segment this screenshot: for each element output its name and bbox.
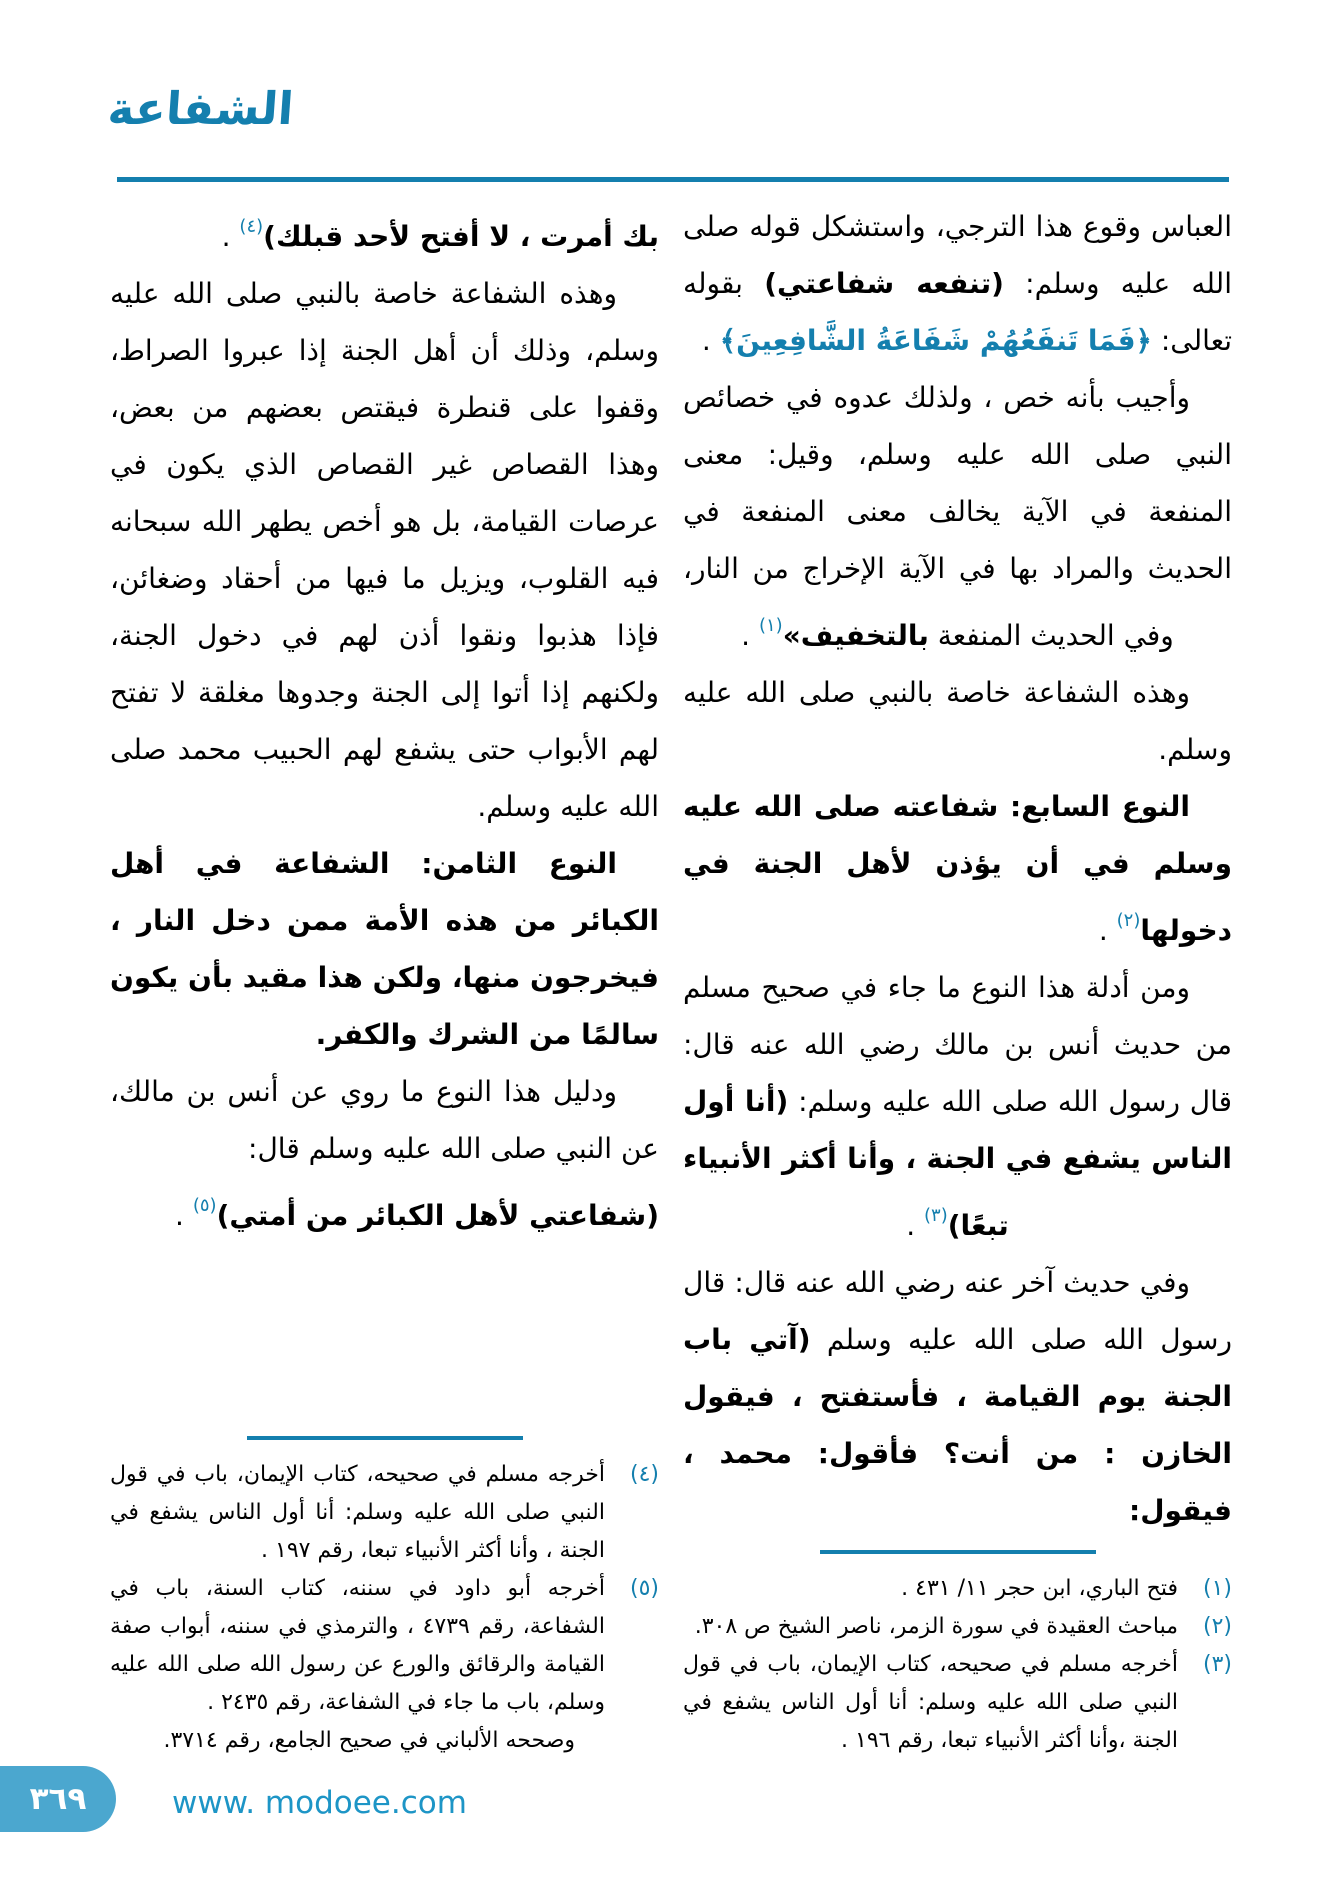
hadith-quote: (شفاعتي لأهل الكبائر من أمتي): [216, 1199, 659, 1232]
footnote-item: [683, 1608, 1232, 1646]
paragraph: [683, 198, 1232, 369]
paragraph: [683, 369, 1232, 664]
heading-run: النوع الثامن: الشفاعة في أهل الكبائر من هذه الأمة ممن دخل النار ، فيخرجون منها، ولكن هذا مقيد بأن يكون سالمًا من الشرك والكفر.: [110, 847, 659, 1051]
paragraph: [110, 265, 659, 835]
footnote-marker-5: (٥): [192, 1195, 217, 1216]
paragraph: [110, 198, 659, 265]
body-run: وفي حديث آخر عنه رضي الله عنه قال: قال رسول الله صلى الله عليه وسلم: [683, 1266, 1232, 1356]
hadith-quote: (آتي باب الجنة يوم القيامة ، فأستفتح ، فيقول الخازن : من أنت؟ فأقول: محمد ، فيقول:: [683, 1323, 1232, 1527]
paragraph: [110, 1177, 659, 1244]
body-run: .: [741, 619, 759, 652]
text-columns: [110, 198, 1232, 1760]
body-run: ودليل هذا النوع ما روي عن أنس بن مالك، عن النبي صلى الله عليه وسلم قال:: [110, 1075, 659, 1165]
paragraph: [683, 1254, 1232, 1539]
hadith-quote: (أنا أول الناس يشفع في الجنة ، وأنا أكثر الأنبياء تبعًا): [683, 1085, 1232, 1242]
footnote-number: (٤): [629, 1462, 659, 1487]
column-right-body: [683, 198, 1232, 1539]
hadith-quote: (تنفعه شفاعتي): [764, 267, 1004, 300]
footnote-number: (١): [1202, 1576, 1232, 1601]
column-left-body: [110, 198, 659, 1244]
footnote-item: [110, 1456, 659, 1570]
heading-run: النوع السابع: شفاعته صلى الله عليه وسلم في أن يؤذن لأهل الجنة في دخولها: [683, 790, 1232, 947]
footnote-text: فتح الباري، ابن حجر ١١/ ٤٣١ .: [901, 1576, 1178, 1601]
footnote-number: (٢): [1202, 1614, 1232, 1639]
body-run: بقوله تعالى:: [683, 267, 1232, 357]
footnote-text: مباحث العقيدة في سورة الزمر، ناصر الشيخ ص ٣٠٨.: [694, 1614, 1178, 1639]
page-title: الشفاعة: [106, 82, 296, 135]
footnote-item: [683, 1570, 1232, 1608]
body-run: وأجيب بأنه خص ، ولذلك عدوه في خصائص النبي صلى الله عليه وسلم، وقيل: معنى المنفعة في الآية يخالف معنى المنفعة في الحديث والمراد بها في الآية الإخراج من النار، وفي الحديث المنفعة: [683, 381, 1232, 652]
website-text: www. modoee.com: [172, 1785, 467, 1821]
footnote-text: أخرجه مسلم في صحيحه، كتاب الإيمان، باب في قول النبي صلى الله عليه وسلم: أنا أول الناس يشفع في الجنة ، وأنا أكثر الأنبياء تبعا، رقم ١٩٧ .: [110, 1462, 605, 1563]
footnote-item: [683, 1646, 1232, 1760]
footnote-text-main: أخرجه أبو داود في سننه، كتاب السنة، باب في الشفاعة، رقم ٤٧٣٩ ، والترمذي في سننه، أبواب صفة القيامة والرقائق والورع عن رسول الله صلى الله عليه وسلم، باب ما جاء في الشفاعة، رقم ٢٤٣٥ .: [110, 1576, 605, 1715]
footnote-number: (٥): [629, 1576, 659, 1601]
body-run: .: [701, 324, 720, 357]
footnote-marker-4: (٤): [239, 216, 264, 237]
body-run: .: [221, 220, 240, 253]
body-run: .: [175, 1199, 193, 1232]
footnote-number: (٣): [1202, 1652, 1232, 1677]
body-run: العباس وقوع هذا الترجي، واستشكل قوله صلى الله عليه وسلم:: [683, 210, 1232, 300]
body-run: ومن أدلة هذا النوع ما جاء في صحيح مسلم من حديث أنس بن مالك رضي الله عنه قال: قال رسول الله صلى الله عليه وسلم:: [683, 971, 1232, 1118]
page-number: ٣٦٩: [29, 1781, 87, 1817]
column-left: [110, 198, 659, 1760]
footnote-divider: [820, 1550, 1096, 1554]
body-run: وهذه الشفاعة خاصة بالنبي صلى الله عليه وسلم.: [683, 676, 1232, 766]
footnote-text-continuation: وصححه الألباني في صحيح الجامع، رقم ٣٧١٤.: [163, 1728, 575, 1753]
header-divider: [117, 177, 1229, 182]
footnote-divider: [247, 1436, 523, 1440]
hadith-quote: بك أمرت ، لا أفتح لأحد قبلك): [263, 220, 659, 253]
quran-verse: ﴿فَمَا تَنفَعُهُمْ شَفَاعَةُ الشَّافِعِينَ﴾: [719, 324, 1152, 357]
column-right: [683, 198, 1232, 1760]
paragraph-heading-type8: [110, 835, 659, 1063]
paragraph: [683, 664, 1232, 778]
body-run: وهذه الشفاعة خاصة بالنبي صلى الله عليه وسلم، وذلك أن أهل الجنة إذا عبروا الصراط، وقفوا على قنطرة فيقتص بعضهم من بعض، وهذا القصاص غير القصاص الذي يكون في عرصات القيامة، بل هو أخص يطهر الله سبحانه فيه القلوب، ويزيل ما فيها من أحقاد وضغائن، فإذا هذبوا ونقوا أذن لهم في دخول الجنة، ولكنهم إذا أتوا إلى الجنة وجدوها مغلقة لا تفتح لهم الأبواب حتى يشفع لهم الحبيب محمد صلى الله عليه وسلم.: [110, 277, 659, 823]
paragraph-heading-type7: [683, 778, 1232, 959]
footnote-marker-3: (٣): [924, 1205, 948, 1226]
footnotes-right: [683, 1550, 1232, 1760]
page-number-badge: [0, 1766, 116, 1832]
paragraph: [110, 1063, 659, 1177]
footnote-text: أخرجه مسلم في صحيحه، كتاب الإيمان، باب في قول النبي صلى الله عليه وسلم: أنا أول الناس يشفع في الجنة ،وأنا أكثر الأنبياء تبعا، رقم ١٩٦ .: [683, 1652, 1178, 1753]
footnote-marker-2: (٢): [1116, 910, 1141, 931]
footnotes-left: [110, 1436, 659, 1760]
footnote-marker-1: (١): [758, 615, 783, 636]
paragraph: [683, 959, 1232, 1254]
emphasis-run: بالتخفيف»: [782, 619, 929, 652]
body-run: .: [1098, 914, 1117, 947]
footnote-item: [110, 1570, 659, 1760]
body-run: .: [906, 1209, 924, 1242]
footnote-text: [110, 1570, 605, 1760]
